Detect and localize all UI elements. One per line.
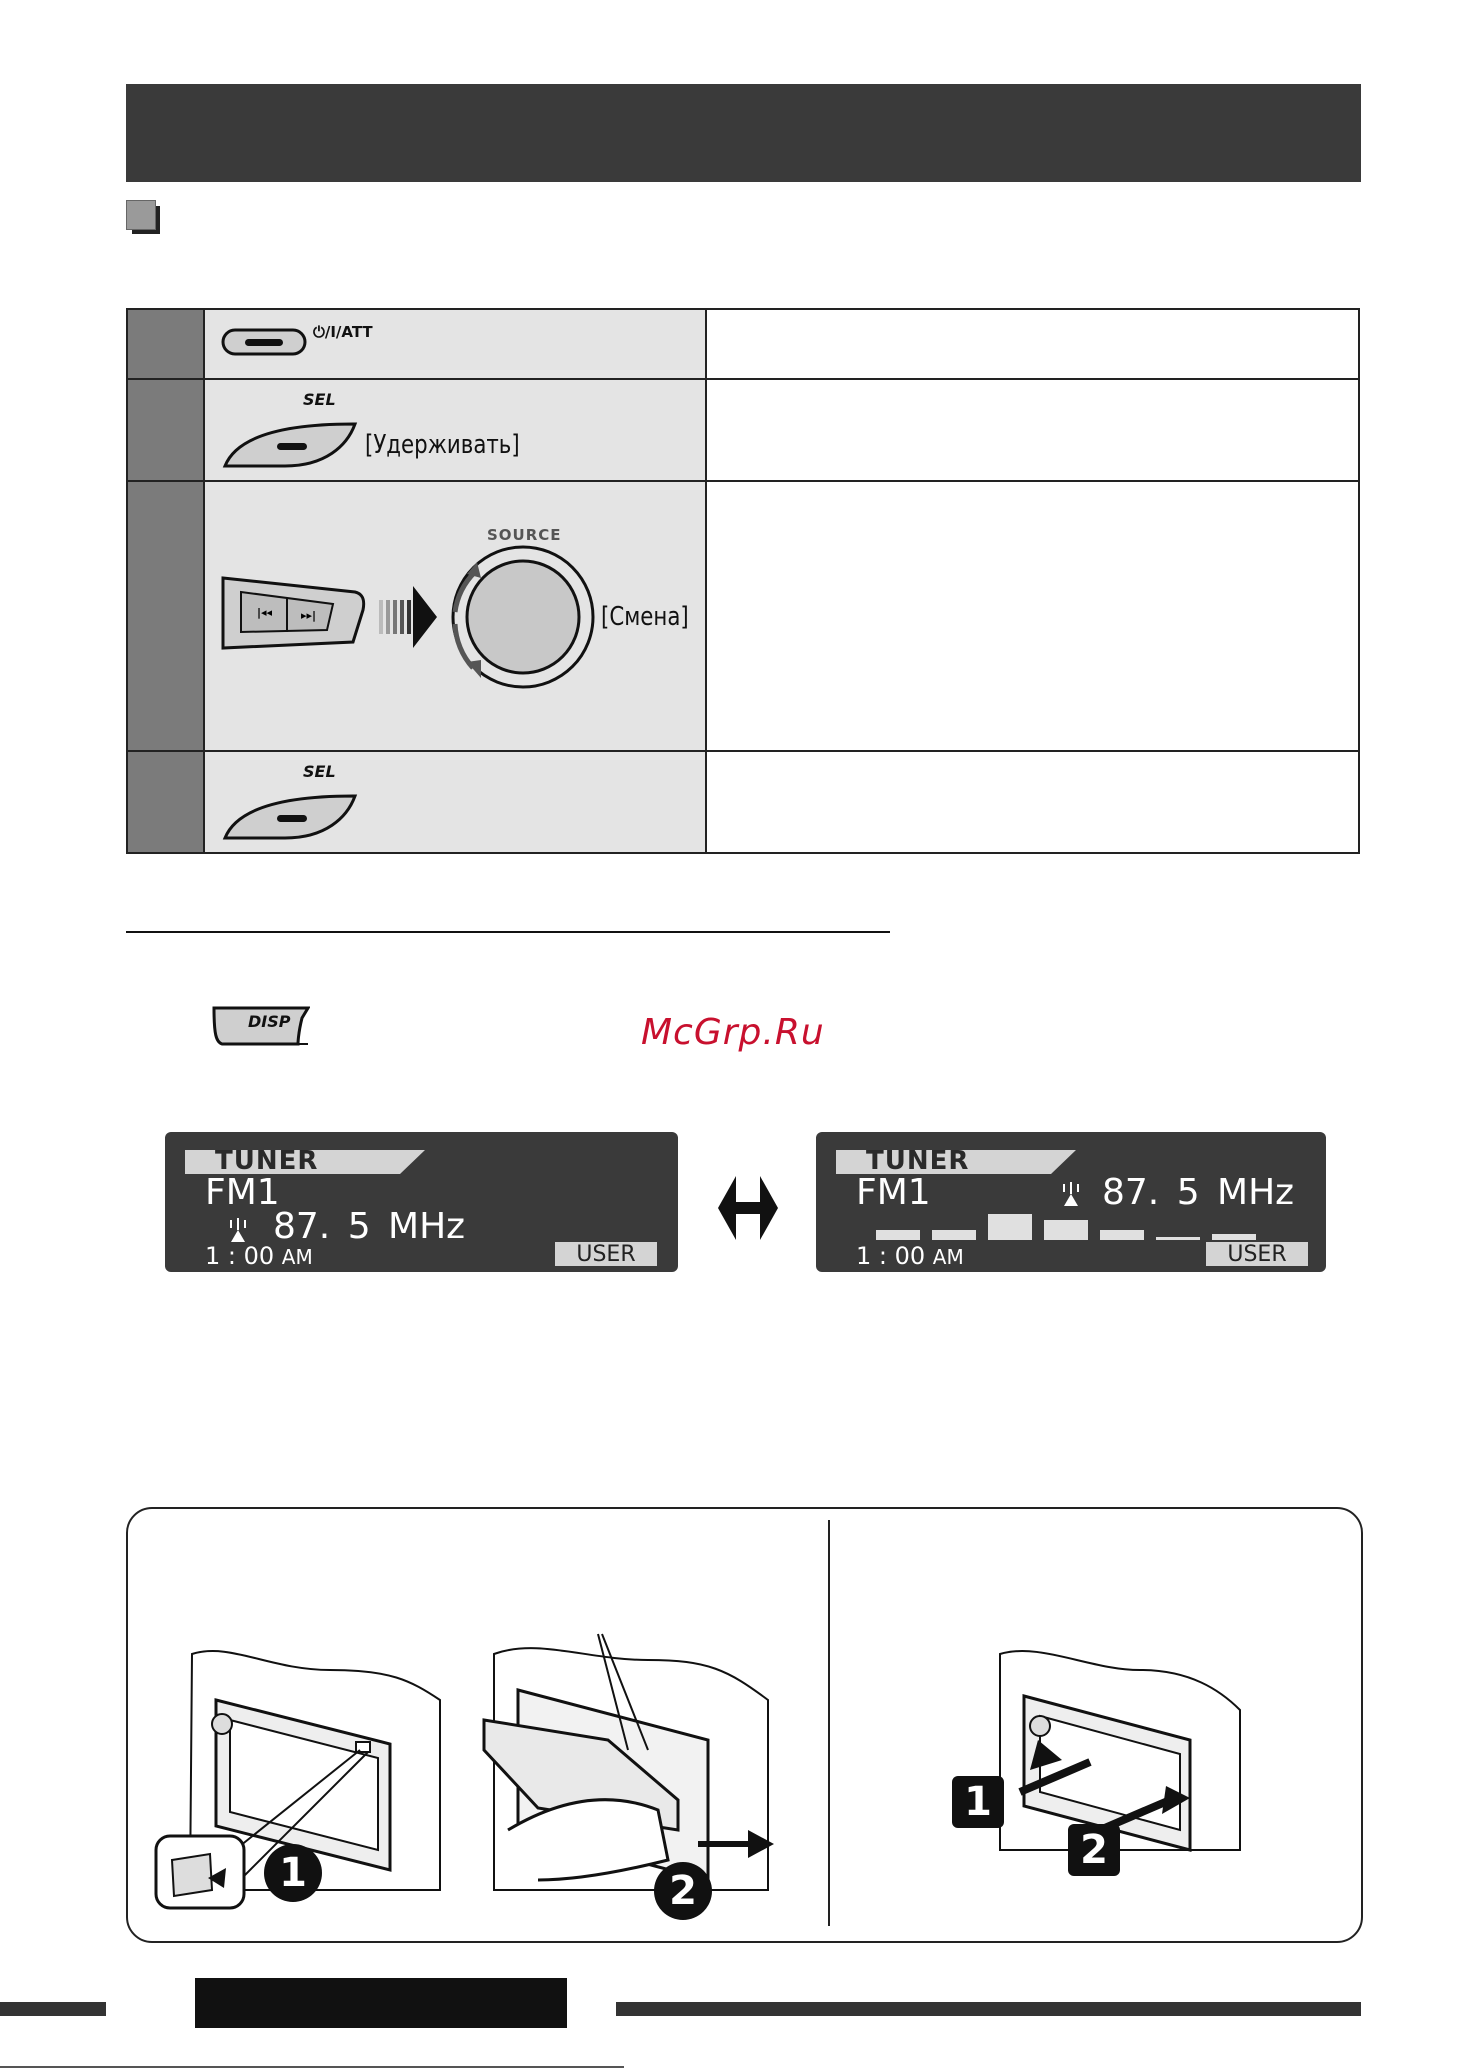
frequency-readout: 87. 5 MHz <box>273 1206 466 1247</box>
step-description-cell <box>706 309 1359 379</box>
source-dial-icon <box>453 547 593 687</box>
remove-hand-illustration <box>478 1630 778 1900</box>
step-number-cell <box>127 379 204 481</box>
lcd-display-right <box>816 1132 1326 1272</box>
footer-bar-right <box>616 2002 1361 2016</box>
attach-step-2-label: 2 <box>1080 1827 1108 1873</box>
antenna-icon <box>227 1218 249 1244</box>
source-name: TUNER <box>215 1146 319 1176</box>
svg-text:|◂◂: |◂◂ <box>257 606 273 619</box>
level-meter-icon <box>876 1208 1276 1244</box>
frequency-readout: 87. 5 MHz <box>1102 1172 1295 1213</box>
step-row-hold-sel <box>127 379 1359 481</box>
sel-button-icon <box>205 752 705 854</box>
mode-badge: USER <box>1206 1242 1308 1266</box>
remove-step-1-label: 1 <box>279 1850 307 1896</box>
section-divider <box>126 931 890 933</box>
right-arrow-icon <box>379 586 437 648</box>
page-header-band <box>126 84 1361 182</box>
attach-panel-illustration <box>990 1640 1250 1860</box>
watermark-text: McGrp.Ru <box>641 1012 825 1053</box>
step-number-cell <box>127 309 204 379</box>
antenna-icon <box>1060 1182 1082 1208</box>
step-description-cell <box>706 751 1359 853</box>
sel-button-label: SEL <box>303 390 336 409</box>
power-button-label: ⏻/I/ATT <box>313 323 373 341</box>
power-button-icon <box>205 310 705 380</box>
footer-bar-left <box>0 2002 106 2016</box>
step-description-cell <box>706 379 1359 481</box>
step-illustration-cell <box>204 379 706 481</box>
section-marker-icon <box>126 200 158 232</box>
step-illustration-cell <box>204 309 706 379</box>
hold-instruction: [Удерживать] <box>365 430 520 460</box>
footer-language-tab <box>195 1978 567 2028</box>
lcd-display-left <box>165 1132 678 1272</box>
source-name: TUNER <box>866 1146 970 1176</box>
panel-divider <box>828 1520 830 1926</box>
band-name: FM1 <box>856 1172 931 1213</box>
step-row-power <box>127 309 1359 379</box>
mode-badge: USER <box>555 1242 657 1266</box>
footer-thin-line <box>0 2066 624 2068</box>
step-illustration-cell <box>204 481 706 751</box>
remove-step-2-label: 2 <box>669 1868 697 1914</box>
step-number-cell <box>127 481 204 751</box>
attach-step-1-label: 1 <box>964 1779 992 1825</box>
step-number-cell <box>127 751 204 853</box>
band-name: FM1 <box>205 1172 280 1213</box>
tilt-buttons-icon <box>223 578 364 648</box>
swap-arrows-icon <box>718 1176 778 1240</box>
step-illustration-cell <box>204 751 706 853</box>
source-label: SOURCE <box>487 526 562 544</box>
svg-text:▸▸|: ▸▸| <box>301 609 317 622</box>
step-description-cell <box>706 481 1359 751</box>
change-instruction: [Смена] <box>601 602 689 632</box>
steps-table <box>126 308 1360 854</box>
clock-readout: 1 : 00 AM <box>856 1242 964 1270</box>
step-row-adjust <box>127 481 1359 751</box>
sel-button-label: SEL <box>303 762 336 781</box>
step-row-sel <box>127 751 1359 853</box>
disp-button-label: DISP <box>248 1012 291 1031</box>
clock-readout: 1 : 00 AM <box>205 1242 313 1270</box>
